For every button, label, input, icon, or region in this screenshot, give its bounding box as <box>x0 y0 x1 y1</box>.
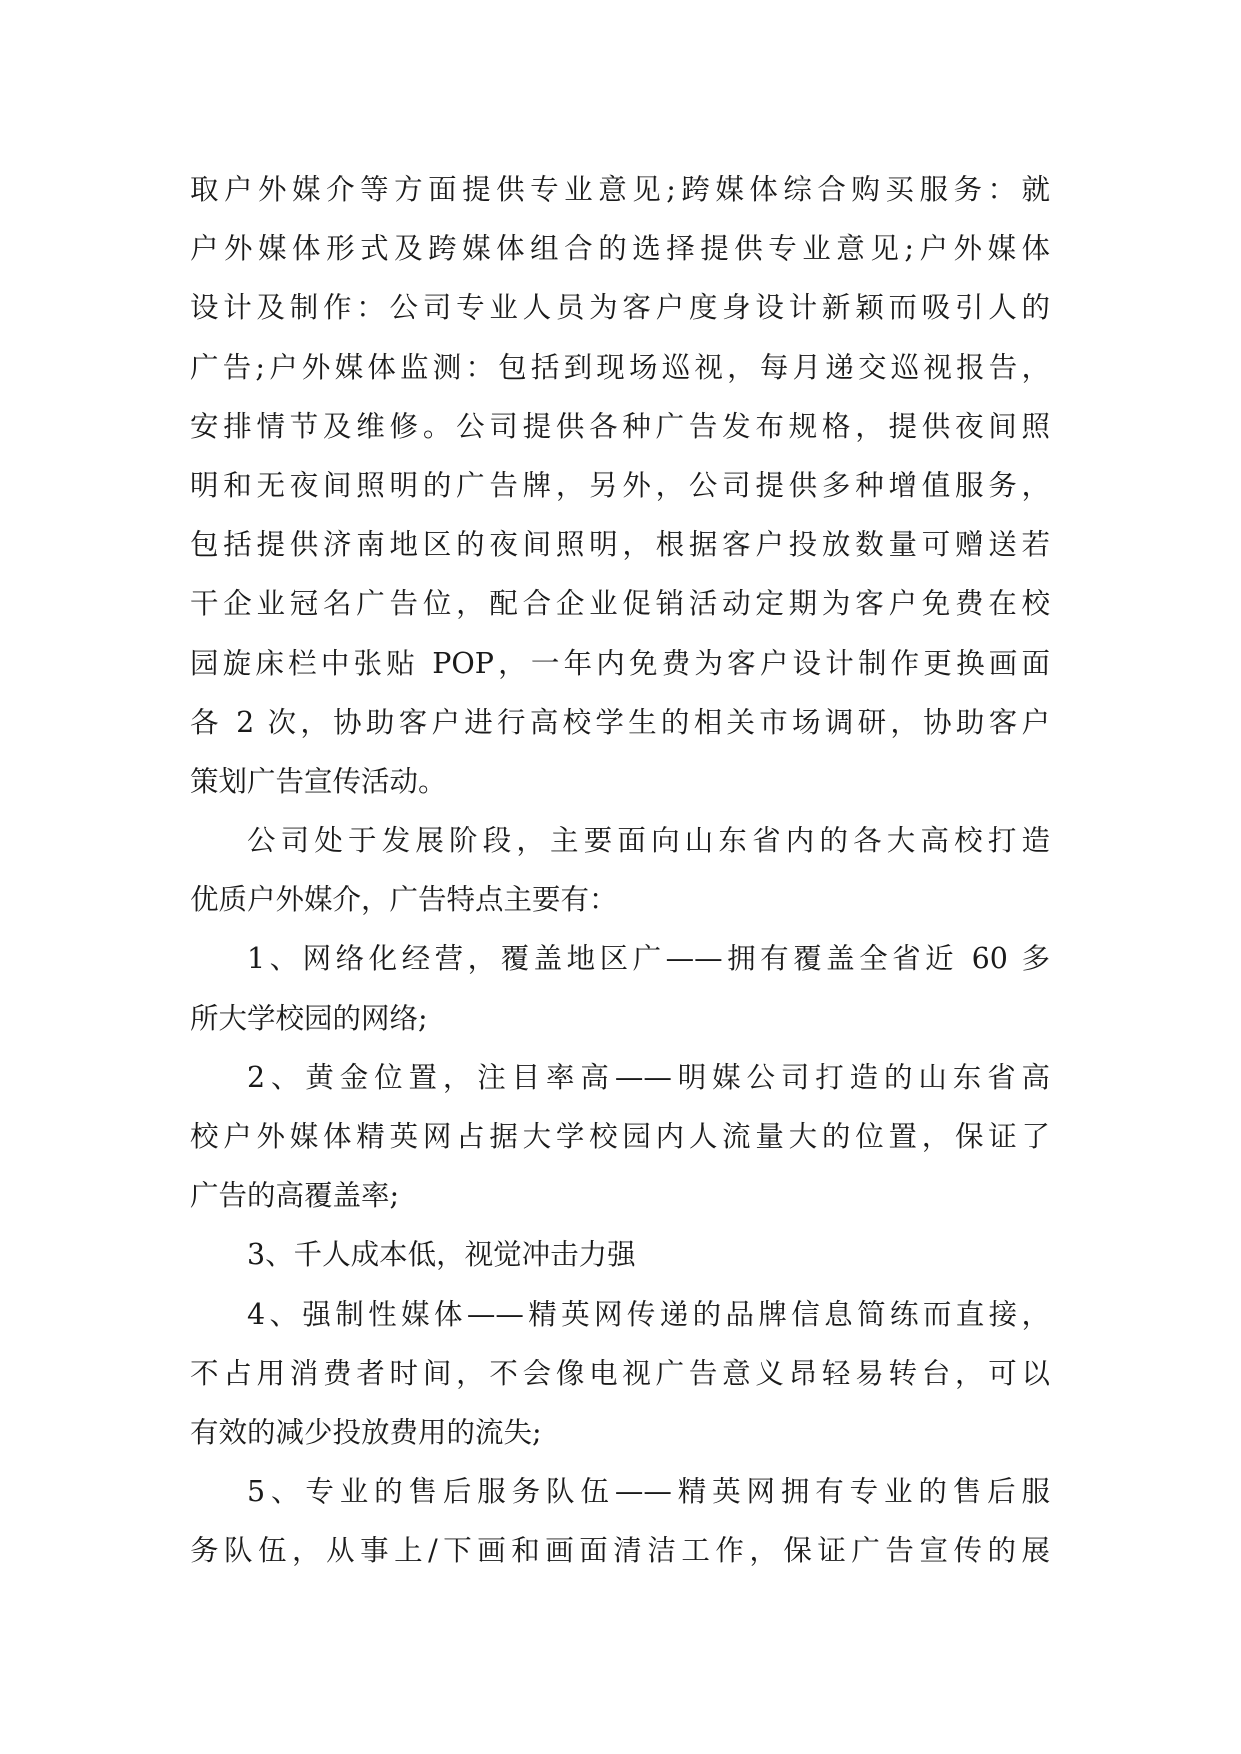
text-line: 设计及制作：公司专业人员为客户度身设计新颖而吸引人的 <box>190 291 1050 325</box>
text-line: 策划广告宣传活动。 <box>190 764 447 798</box>
text-line: 广告;户外媒体监测：包括到现场巡视，每月递交巡视报告， <box>190 350 1050 384</box>
text-line: 安排情节及维修。公司提供各种广告发布规格，提供夜间照 <box>190 409 1050 443</box>
text-line: 校户外媒体精英网占据大学校园内人流量大的位置，保证了 <box>190 1120 1050 1153</box>
text-line: 包括提供济南地区的夜间照明，根据客户投放数量可赠送若 <box>190 528 1050 562</box>
text-line: 各 2 次，协助客户进行高校学生的相关市场调研，协助客户 <box>190 705 1050 739</box>
list-item-1-line: 1、网络化经营，覆盖地区广——拥有覆盖全省近 60 多 <box>247 942 1050 976</box>
paragraph-first-line: 公司处于发展阶段，主要面向山东省内的各大高校打造 <box>247 824 1050 858</box>
list-item-5-line: 5、专业的售后服务队伍——精英网拥有专业的售后服 <box>247 1475 1050 1509</box>
text-line: 取户外媒介等方面提供专业意见;跨媒体综合购买服务：就 <box>190 173 1050 206</box>
document-body <box>190 160 1050 1581</box>
list-item-3-line: 3、千人成本低，视觉冲击力强 <box>247 1238 636 1272</box>
text-line: 户外媒体形式及跨媒体组合的选择提供专业意见;户外媒体 <box>190 232 1050 266</box>
text-line: 园旋床栏中张贴 POP，一年内免费为客户设计制作更换画面 <box>190 646 1050 680</box>
text-line: 明和无夜间照明的广告牌，另外，公司提供多种增值服务， <box>190 468 1050 502</box>
text-line: 不占用消费者时间，不会像电视广告意义昂轻易转台，可以 <box>190 1356 1050 1390</box>
text-line: 广告的高覆盖率; <box>190 1179 400 1213</box>
list-item-2-line: 2、黄金位置，注目率高——明媒公司打造的山东省高 <box>247 1060 1050 1094</box>
text-line: 务队伍，从事上/下画和画面清洁工作，保证广告宣传的展 <box>190 1534 1050 1568</box>
text-line: 所大学校园的网络; <box>190 1001 428 1035</box>
text-line: 干企业冠名广告位，配合企业促销活动定期为客户免费在校 <box>190 587 1050 621</box>
text-line: 优质户外媒介，广告特点主要有： <box>190 883 618 917</box>
text-line: 有效的减少投放费用的流失; <box>190 1415 542 1449</box>
list-item-4-line: 4、强制性媒体——精英网传递的品牌信息简练而直接， <box>247 1297 1050 1331</box>
